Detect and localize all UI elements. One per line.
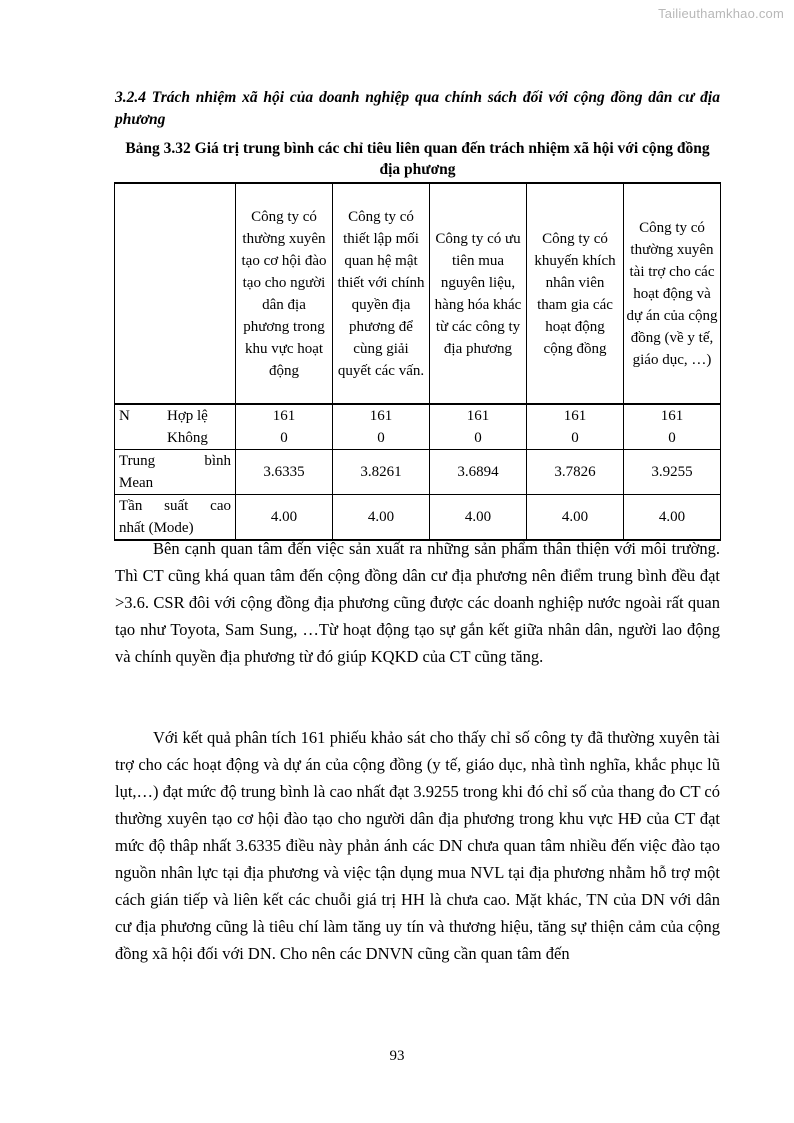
- table-corner-cell: [115, 183, 236, 404]
- table-cell: 161: [624, 404, 721, 427]
- table-caption: Bảng 3.32 Giá trị trung bình các chỉ tiêu liên quan đến trách nhiệm xã hội với cộng đồng địa phương: [125, 140, 710, 178]
- table-cell: 0: [624, 427, 721, 450]
- table-cell: 0: [333, 427, 430, 450]
- table-cell: 4.00: [624, 495, 721, 541]
- table-cell: 3.6335: [236, 450, 333, 495]
- table-cell: 4.00: [333, 495, 430, 541]
- table-row-mode: [115, 495, 721, 541]
- row-label-missing: Không: [167, 430, 208, 446]
- row-label-word: Trung: [119, 453, 156, 469]
- table-cell: 4.00: [430, 495, 527, 541]
- table-header-row: [115, 183, 721, 404]
- row-label-n: N: [119, 408, 130, 424]
- column-header: Công ty có thường xuyên tạo cơ hội đào tạo cho người dân địa phương trong khu vực hoạt động: [236, 183, 333, 404]
- table-cell: 161: [236, 404, 333, 427]
- table-cell: 0: [236, 427, 333, 450]
- row-label-mode: [115, 495, 236, 541]
- row-label-word: nhất (Mode): [119, 520, 194, 536]
- table-cell: 4.00: [527, 495, 624, 541]
- table-cell: 3.6894: [430, 450, 527, 495]
- table-cell: 3.8261: [333, 450, 430, 495]
- page-number: 93: [389, 1048, 405, 1064]
- row-label-valid: Hợp lệ: [167, 408, 208, 424]
- row-label-word: Tần: [119, 498, 143, 514]
- table-cell: 0: [527, 427, 624, 450]
- row-label-word: suất: [164, 498, 189, 514]
- watermark-text: Tailieuthamkhao.com: [658, 6, 784, 21]
- table-cell: 3.9255: [624, 450, 721, 495]
- body-paragraph: Với kết quả phân tích 161 phiếu khảo sát cho thấy chỉ số công ty đã thường xuyên tài trợ cho các hoạt động và dự án của cộng đồng (y tế, giáo dục, nhà tình nghĩa, khắc phục lũ lụt,…) đạt mức độ trung bình là cao nhất đạt 3.9255 trong khi đó chỉ số của thang đo CT có thường xuyên tạo cơ hội đào tạo cho người dân địa phương trong khu vực HĐ của CT đạt mức độ thâp nhất 3.6335 điều này phản ánh các DN chưa quan tâm nhiều đến việc đào tạo nguồn nhân lực tại địa phương và việc tận dụng mua NVL tại địa phương nhằm hỗ trợ một cách gián tiếp và liên kết các chuỗi giá trị HH là chưa cao. Mặt khác, TN của DN với dân cư địa phương cũng là tiêu chí làm tăng uy tín và thương hiệu, tăng sự thiện cảm của cộng đồng xã hội đối với DN. Cho nên các DNVN cũng cần quan tâm đến: [115, 728, 720, 963]
- table-row-n-valid: [115, 404, 721, 427]
- table-cell: 161: [333, 404, 430, 427]
- body-paragraph: Bên cạnh quan tâm đến việc sản xuất ra những sản phẩm thân thiện với môi trường. Thì CT cũng khá quan tâm đến cộng đồng dân cư địa phương nên điểm trung bình đều đạt >3.6. CSR đôi với cộng đồng địa phương cũng được các doanh nghiệp nước ngoài rất quan tạo như Toyota, Sam Sung, …Từ hoạt động tạo sự gắn kết giữa nhân dân, người lao động và chính quyền địa phương từ đó giúp KQKD của CT cũng tăng.: [115, 539, 720, 666]
- table-row-mean: [115, 450, 721, 495]
- row-label-mean: [115, 450, 236, 495]
- row-label-word: Mean: [119, 475, 154, 491]
- table-cell: 0: [430, 427, 527, 450]
- row-label: [115, 404, 236, 427]
- table-cell: 3.7826: [527, 450, 624, 495]
- row-label-word: cao: [210, 498, 231, 514]
- column-header: Công ty có thường xuyên tài trợ cho các hoạt động và dự án của cộng đồng (về y tế, giáo dục, …): [624, 183, 721, 404]
- table-cell: 4.00: [236, 495, 333, 541]
- column-header: Công ty có khuyến khích nhân viên tham gia các hoạt động cộng đồng: [527, 183, 624, 404]
- table-row-n-missing: [115, 427, 721, 450]
- table-cell: 161: [527, 404, 624, 427]
- row-label: [115, 427, 236, 450]
- row-label-word: bình: [204, 453, 231, 469]
- statistics-table: [114, 182, 721, 541]
- column-header: Công ty có thiết lập mối quan hệ mật thiết với chính quyền địa phương để cùng giải quyết các vấn.: [333, 183, 430, 404]
- section-heading: 3.2.4 Trách nhiệm xã hội của doanh nghiệp qua chính sách đối với cộng đồng dân cư địa phương: [115, 89, 720, 128]
- table-cell: 161: [430, 404, 527, 427]
- column-header: Công ty có ưu tiên mua nguyên liệu, hàng hóa khác từ các công ty địa phương: [430, 183, 527, 404]
